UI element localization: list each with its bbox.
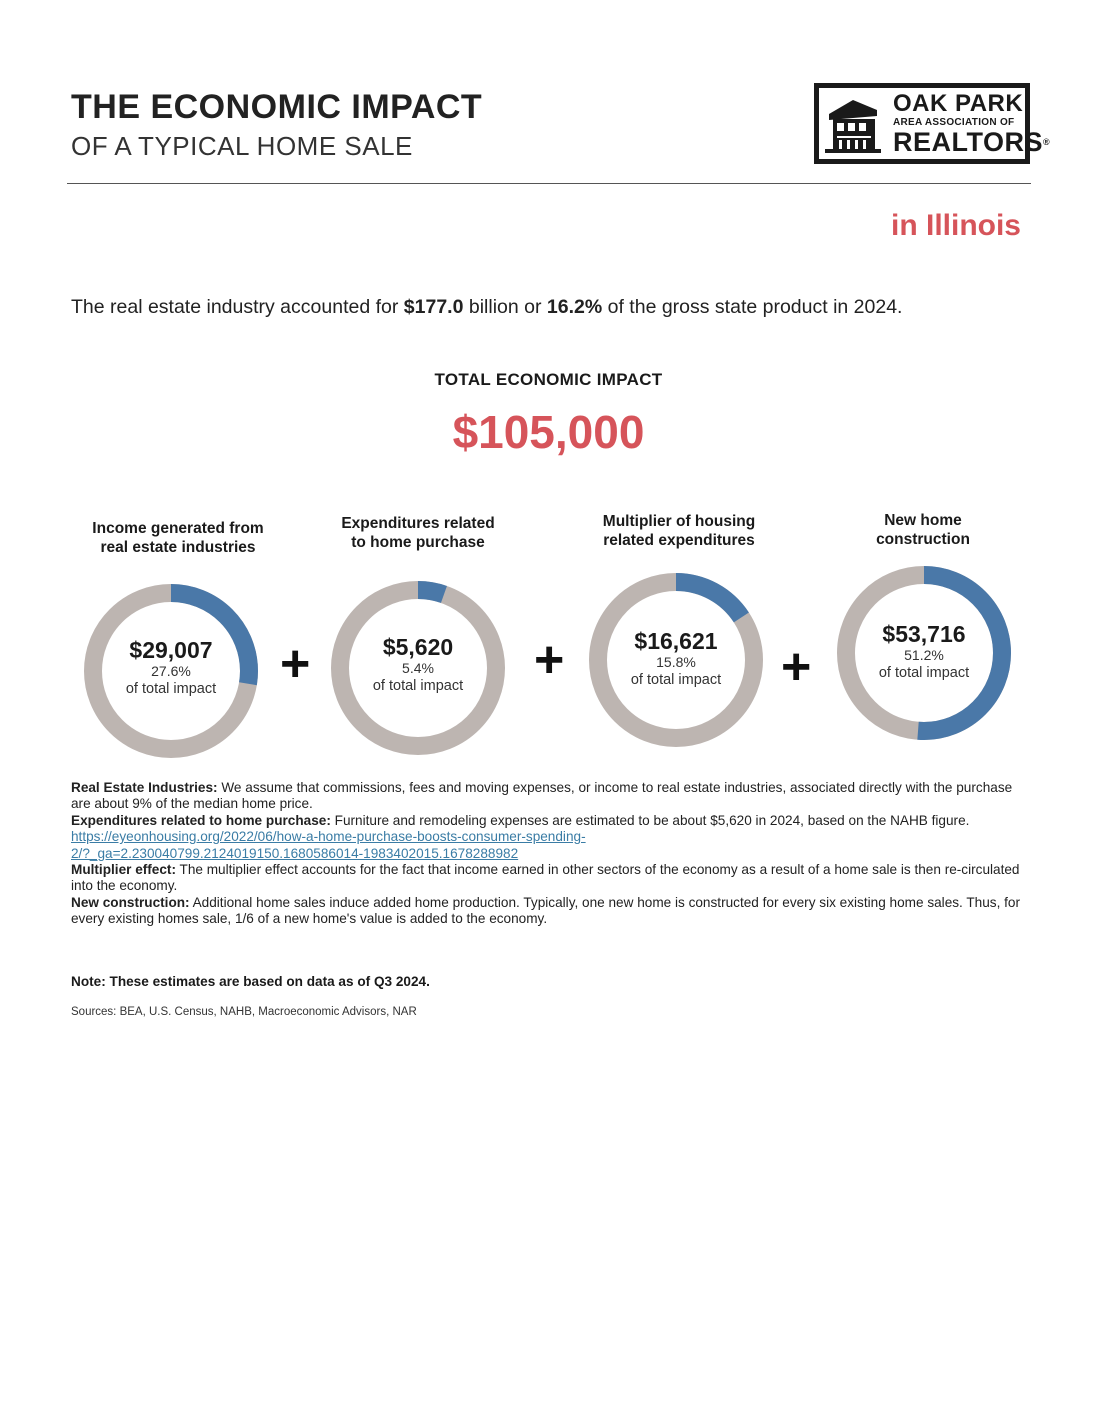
sources-line: Sources: BEA, U.S. Census, NAHB, Macroeconomic Advisors, NAR bbox=[71, 1006, 417, 1018]
header-divider bbox=[67, 183, 1031, 184]
logo-line-1: OAK PARK bbox=[893, 90, 1024, 117]
note-multiplier: Multiplier effect: The multiplier effect accounts for the fact that income earned in other sectors of the economy as a result of a home sale is then re-circulated into the economy. bbox=[71, 862, 1020, 894]
component-title: Income generated from real estate industries bbox=[92, 520, 264, 556]
donut-label-new-construction: $53,716 51.2% of total impact bbox=[878, 621, 970, 681]
note-expenditures: Expenditures related to home purchase: Furniture and remodeling expenses are estimated to be about $5,620 in 2024, based on the NAHB figure. bbox=[71, 812, 970, 828]
component-title: Multiplier of housing related expenditures bbox=[602, 513, 756, 549]
page-subtitle: OF A TYPICAL HOME SALE bbox=[71, 131, 413, 161]
note-real-estate-industries: Real Estate Industries: We assume that commissions, fees and moving expenses, or income to real estate industries, associated directly with the purchase are about 9% of the median home price. bbox=[71, 780, 1013, 812]
donut-label-income: $29,007 27.6% of total impact bbox=[125, 637, 217, 697]
note-new-construction: New construction: Additional home sales induce added home production. Typically, one new home is constructed for every six existing home sales. Thus, for every existing homes sale, 1/6 of a new home's value is added to the economy. bbox=[71, 894, 1021, 927]
footnotes bbox=[71, 780, 1031, 928]
logo-line-2: AREA ASSOCIATION OF bbox=[893, 117, 1015, 128]
house-icon bbox=[823, 92, 883, 156]
lead-sentence: The real estate industry accounted for $177.0 billion or 16.2% of the gross state product in 2024. bbox=[71, 296, 903, 318]
total-impact-label: TOTAL ECONOMIC IMPACT bbox=[434, 370, 663, 389]
total-impact-value: $105,000 bbox=[452, 406, 645, 458]
donut-label-multiplier: $16,621 15.8% of total impact bbox=[630, 628, 722, 688]
plus-operator: + bbox=[280, 635, 311, 693]
data-date-note: Note: These estimates are based on data as of Q3 2024. bbox=[71, 974, 430, 989]
page-title: THE ECONOMIC IMPACT bbox=[71, 88, 483, 126]
plus-operator: + bbox=[781, 638, 812, 696]
plus-operator: + bbox=[534, 631, 565, 689]
component-title: New home construction bbox=[876, 512, 970, 548]
location-label: in Illinois bbox=[890, 209, 1021, 242]
donut-label-expenditures: $5,620 5.4% of total impact bbox=[372, 634, 464, 694]
association-logo bbox=[814, 83, 1051, 164]
nahb-source-link[interactable]: https://eyeonhousing.org/2022/06/how-a-home-purchase-boosts-consumer-spending- 2/?_ga=2.230040799.2124019150.1680586014-1983402015.1678288982 bbox=[71, 829, 586, 861]
logo-line-3: REALTORS® bbox=[893, 127, 1051, 157]
component-title: Expenditures related to home purchase bbox=[341, 515, 495, 551]
